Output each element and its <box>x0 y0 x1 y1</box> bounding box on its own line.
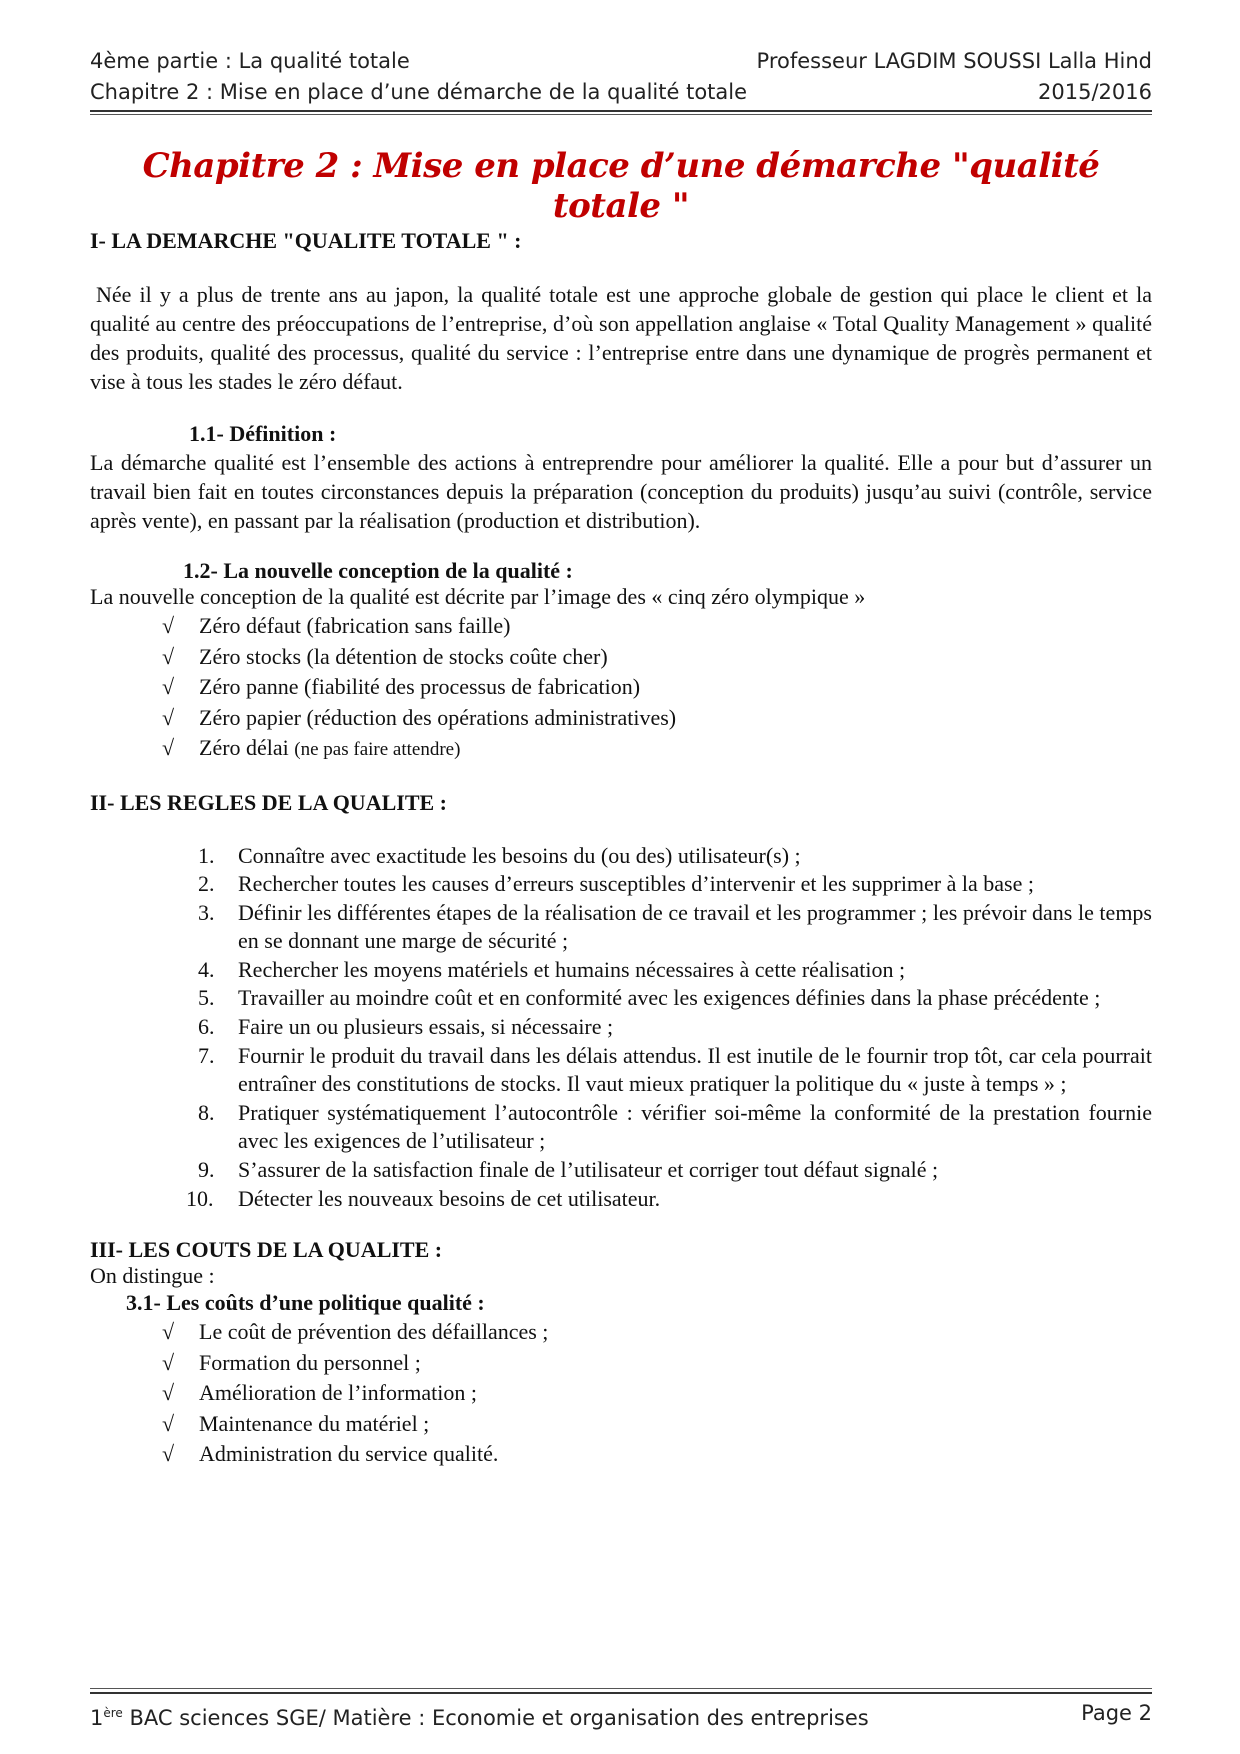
rule-number: 1. <box>198 842 215 868</box>
list-item <box>90 1378 1152 1409</box>
zero-item-text: Zéro panne (fiabilité des processus de fabrication) <box>199 674 641 699</box>
list-item <box>198 870 1152 899</box>
costs-heading: 3.1- Les coûts d’une politique qualité : <box>126 1290 485 1316</box>
footer-level-num: 1 <box>90 1706 104 1730</box>
header-divider-thin <box>90 114 1152 115</box>
rule-number: 7. <box>198 1042 215 1068</box>
check-icon: √ <box>162 1319 175 1345</box>
zero-list <box>90 611 1152 766</box>
list-item <box>90 1317 1152 1348</box>
list-item <box>186 1185 1152 1214</box>
rule-text: Rechercher toutes les causes d’erreurs susceptibles d’intervenir et les supprimer à la base ; <box>238 871 1034 897</box>
rule-text: Rechercher les moyens matériels et humains nécessaires à cette réalisation ; <box>238 956 906 982</box>
page-number: Page 2 <box>1081 1701 1152 1725</box>
footer-divider-thin <box>90 1688 1152 1689</box>
section2-heading: II- LES REGLES DE LA QUALITE : <box>90 789 447 815</box>
check-icon: √ <box>162 643 175 669</box>
rule-number: 3. <box>198 899 215 925</box>
header-chapter: Chapitre 2 : Mise en place d’une démarche de la qualité totale <box>90 80 748 104</box>
rule-number: 2. <box>198 871 215 897</box>
check-icon: √ <box>162 1410 175 1436</box>
rule-text: Pratiquer systématiquement l’autocontrôle : vérifier soi-même la conformité de la prestation fournie avec les exigences de l’utilisateur ; <box>238 1099 1152 1154</box>
zero-item-main: Zéro délai <box>199 735 295 760</box>
list-item <box>198 956 1152 985</box>
rule-number: 10. <box>186 1185 214 1211</box>
zero-item-text <box>199 733 460 766</box>
header-part: 4ème partie : La qualité totale <box>90 49 410 73</box>
cost-item-text: Amélioration de l’information ; <box>199 1380 477 1406</box>
zero-item-text: Zéro stocks (la détention de stocks coûte cher) <box>199 643 608 669</box>
rule-text: Faire un ou plusieurs essais, si nécessaire ; <box>238 1014 614 1040</box>
header-year: 2015/2016 <box>1038 80 1152 104</box>
footer-subject-text: BAC sciences SGE/ Matière : Economie et organisation des entreprises <box>122 1706 869 1730</box>
zero-item-note: (ne pas faire attendre) <box>294 739 461 760</box>
page-title: Chapitre 2 : Mise en place d’une démarche "qualité totale " <box>142 146 1100 226</box>
check-icon: √ <box>162 1380 175 1406</box>
list-item <box>90 733 1152 766</box>
rule-number: 5. <box>198 985 215 1011</box>
rule-text: Détecter les nouveaux besoins de cet utilisateur. <box>238 1185 661 1211</box>
header-professor: Professeur LAGDIM SOUSSI Lalla Hind <box>756 49 1152 73</box>
rule-number: 8. <box>198 1099 215 1125</box>
list-item <box>198 984 1152 1013</box>
cost-item-text: Le coût de prévention des défaillances ; <box>199 1319 549 1345</box>
definition-heading: 1.1- Définition : <box>189 421 337 446</box>
definition-text: La démarche qualité est l’ensemble des actions à entreprendre pour améliorer la qualité. Elle a pour but d’assurer un travail bien fait en toutes circonstances depuis la préparation (conception du produits) jusqu’au suivi (contrôle, service après vente), en passant par la réalisation (production et distribution). <box>90 450 1152 533</box>
rule-text: Travailler au moindre coût et en conformité avec les exigences définies dans la phase précédente ; <box>238 985 1101 1011</box>
document-body <box>90 226 1152 1470</box>
check-icon: √ <box>162 735 175 760</box>
list-item <box>90 672 1152 703</box>
check-icon: √ <box>162 674 175 699</box>
page-header <box>90 46 1152 108</box>
rule-number: 4. <box>198 956 215 982</box>
list-item <box>198 1099 1152 1156</box>
list-item <box>198 1156 1152 1185</box>
rule-text: Définir les différentes étapes de la réalisation de ce travail et les programmer ; les prévoir dans le temps en se donnant une marge de sécurité ; <box>238 899 1152 954</box>
rules-list <box>90 842 1152 1214</box>
list-item <box>90 703 1152 734</box>
rule-text: Connaître avec exactitude les besoins du (ou des) utilisateur(s) ; <box>238 842 801 868</box>
list-item <box>90 611 1152 642</box>
check-icon: √ <box>162 613 175 638</box>
list-item <box>198 1013 1152 1042</box>
section3-heading: III- LES COUTS DE LA QUALITE : <box>90 1237 443 1263</box>
check-icon: √ <box>162 704 175 730</box>
footer-level-sup: ère <box>103 1706 123 1720</box>
footer-divider <box>90 1692 1152 1694</box>
list-item <box>90 1348 1152 1379</box>
list-item <box>90 1409 1152 1440</box>
check-icon: √ <box>162 1441 175 1467</box>
section1-heading: I- LA DEMARCHE "QUALITE TOTALE " : <box>90 228 522 253</box>
rule-number: 9. <box>198 1157 215 1183</box>
concept-text: La nouvelle conception de la qualité est décrite par l’image des « cinq zéro olympique » <box>90 584 866 609</box>
footer-subject <box>90 1698 869 1733</box>
zero-item-text: Zéro papier (réduction des opérations administratives) <box>199 704 677 730</box>
concept-heading: 1.2- La nouvelle conception de la qualité : <box>183 558 573 583</box>
cost-item-text: Formation du personnel ; <box>199 1349 421 1375</box>
list-item <box>90 642 1152 673</box>
list-item <box>90 1439 1152 1470</box>
section3-intro: On distingue : <box>90 1263 215 1289</box>
page-footer <box>90 1698 1152 1733</box>
cost-item-text: Maintenance du matériel ; <box>199 1410 430 1436</box>
rule-text: S’assurer de la satisfaction finale de l’utilisateur et corriger tout défaut signalé ; <box>238 1157 939 1183</box>
section1-intro-text: Née il y a plus de trente ans au japon, la qualité totale est une approche globale de gestion qui place le client et la qualité au centre des préoccupations de l’entreprise, d’où son appellation anglaise « Total Quality Management » qualité des produits, qualité des processus, qualité du service : l’entreprise entre dans une dynamique de progrès permanent et vise à tous les stades le zéro défaut. <box>90 282 1152 394</box>
list-item <box>198 899 1152 956</box>
cost-item-text: Administration du service qualité. <box>199 1441 499 1467</box>
zero-item-text: Zéro défaut (fabrication sans faille) <box>199 613 511 638</box>
check-icon: √ <box>162 1349 175 1375</box>
list-item <box>198 842 1152 871</box>
section1-intro <box>90 280 1152 396</box>
costs-list <box>90 1317 1152 1470</box>
rule-text: Fournir le produit du travail dans les délais attendus. Il est inutile de le fournir trop tôt, car cela pourrait entraîner des constitutions de stocks. Il vaut mieux pratiquer la politique du « juste à temps » ; <box>238 1042 1152 1097</box>
rule-number: 6. <box>198 1014 215 1040</box>
list-item <box>198 1042 1152 1099</box>
header-divider <box>90 110 1152 112</box>
